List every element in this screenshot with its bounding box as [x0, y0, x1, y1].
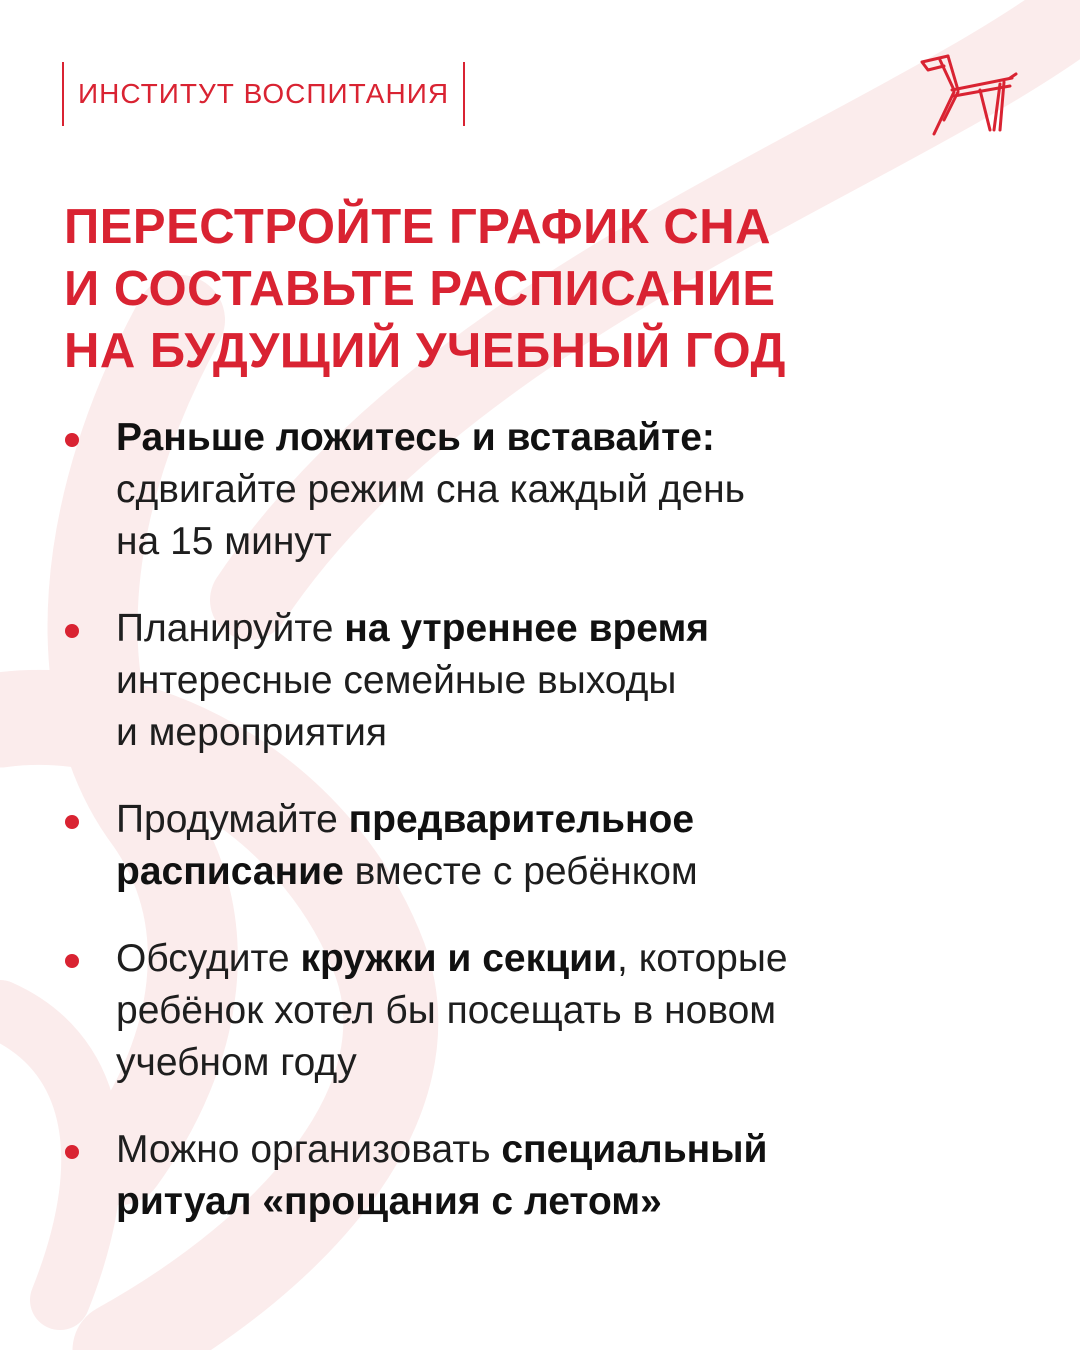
bullet-icon: [65, 624, 79, 638]
list-item: [64, 603, 1024, 759]
tip-bold: расписание: [116, 850, 344, 893]
headline-line: ПЕРЕСТРОЙТЕ ГРАФИК СНА: [64, 200, 772, 254]
tip-line: [116, 412, 1024, 464]
tip-bold: предварительное: [348, 798, 695, 841]
tip-bold: ритуал «прощания с летом»: [116, 1180, 662, 1223]
tip-line: сдвигайте режим сна каждый день: [116, 468, 745, 511]
tip-line: интересные семейные выходы: [116, 659, 677, 702]
tips-list: [64, 412, 1024, 1263]
tip-text: Обсудите: [116, 937, 301, 980]
tip-line: учебном году: [116, 1041, 357, 1084]
list-item: [64, 412, 1024, 568]
tip-text: вместе с ребёнком: [343, 850, 698, 893]
tip-line: [116, 933, 1024, 985]
headline-line: И СОСТАВЬТЕ РАСПИСАНИЕ: [64, 262, 776, 316]
tip-text: Планируйте: [116, 607, 345, 650]
tip-line: ребёнок хотел бы посещать в новом: [116, 989, 777, 1032]
brand-name: ИНСТИТУТ ВОСПИТАНИЯ: [78, 78, 450, 109]
list-item: [64, 794, 1024, 898]
tip-bold: специальный: [501, 1128, 768, 1171]
list-item: [64, 933, 1024, 1089]
tip-line: на 15 минут: [116, 520, 332, 563]
tip-line: [116, 1176, 1024, 1228]
tip-line: и мероприятия: [116, 711, 387, 754]
brand-title: [62, 62, 465, 126]
tip-text: Продумайте: [116, 798, 349, 841]
bullet-icon: [65, 1145, 79, 1159]
horse-icon: [918, 50, 1018, 136]
tip-line: [116, 794, 1024, 846]
tip-line: [116, 603, 1024, 655]
bullet-icon: [65, 815, 79, 829]
tip-line: [116, 846, 1024, 898]
list-item: [64, 1124, 1024, 1228]
headline-line: НА БУДУЩИЙ УЧЕБНЫЙ ГОД: [64, 324, 786, 378]
bullet-icon: [65, 433, 79, 447]
tip-bold: на утреннее время: [344, 607, 710, 650]
headline: [64, 196, 1024, 382]
tip-text: , которые: [617, 937, 788, 980]
tip-bold: Раньше ложитесь и вставайте:: [116, 416, 715, 459]
tip-text: Можно организовать: [116, 1128, 502, 1171]
tip-bold: кружки и секции: [300, 937, 618, 980]
bullet-icon: [65, 954, 79, 968]
tip-line: [116, 1124, 1024, 1176]
